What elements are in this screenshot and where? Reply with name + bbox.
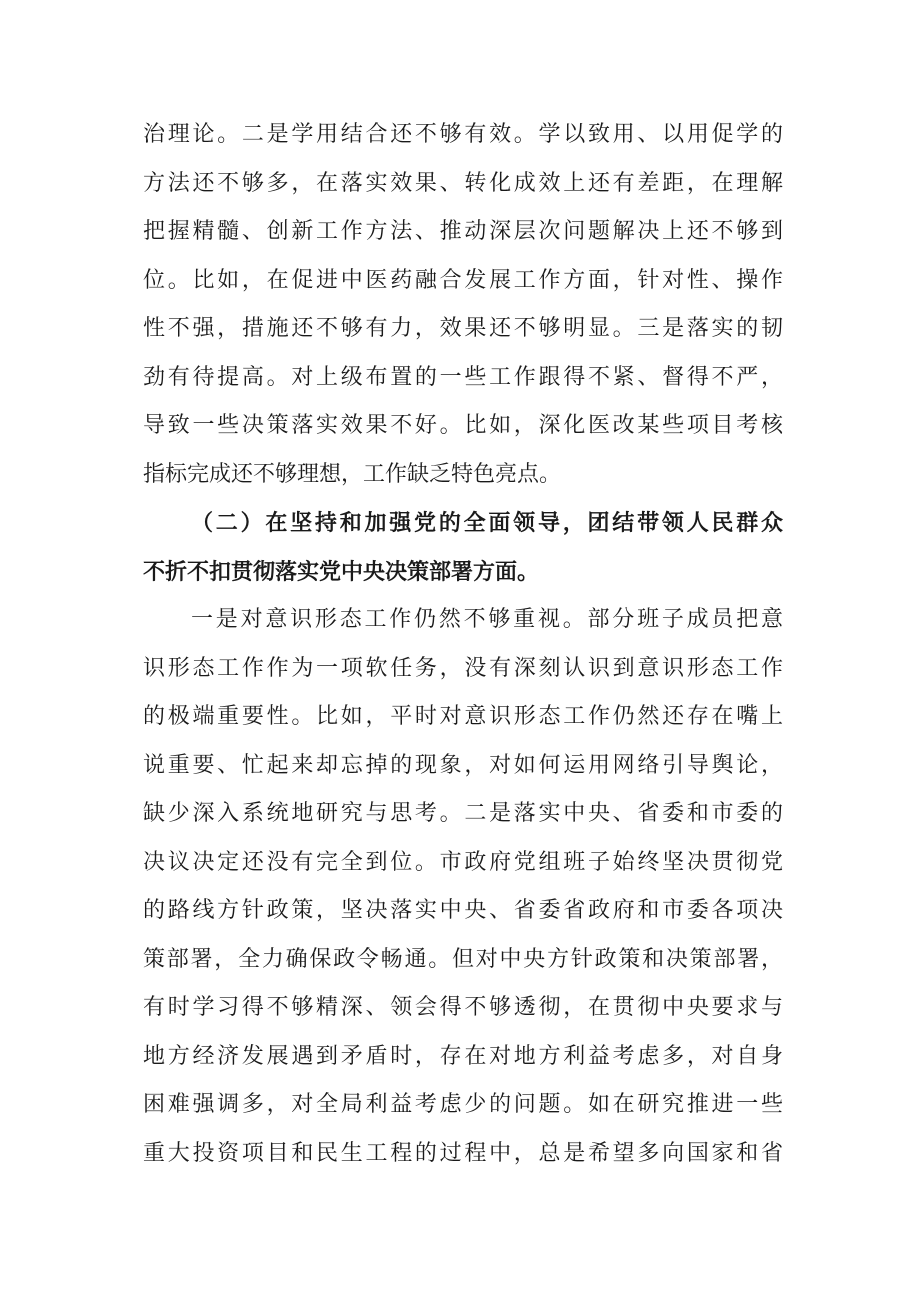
document-body — [143, 111, 783, 1178]
text-line: 的路线方针政策，坚决落实中央、省委省政府和市委各项决 — [143, 898, 783, 923]
text-line: 导致一些决策落实效果不好。比如，深化医改某些项目考核 — [143, 413, 783, 438]
text-line: 方法还不够多，在落实效果、转化成效上还有差距，在理解 — [143, 170, 783, 196]
text-line: 决议决定还没有完全到位。市政府党组班子始终坚决贯彻党 — [143, 849, 783, 875]
text-line: 位。比如，在促进中医药融合发展工作方面，针对性、操作 — [143, 267, 783, 293]
text-line: 缺少深入系统地研究与思考。二是落实中央、省委和市委的 — [143, 801, 783, 826]
text-line: 一是对意识形态工作仍然不够重视。部分班子成员把意 — [191, 607, 783, 632]
text-line: 把握精髓、创新工作方法、推动深层次问题解决上还不够到 — [143, 219, 783, 244]
heading-line: （二）在坚持和加强党的全面领导，团结带领人民群众 — [191, 510, 783, 536]
text-line: 有时学习得不够精深、领会得不够透彻，在贯彻中央要求与 — [143, 995, 783, 1020]
paragraph-continuation — [143, 111, 783, 499]
paragraph — [143, 596, 783, 1178]
text-line: 说重要、忙起来却忘掉的现象，对如何运用网络引导舆论， — [143, 752, 783, 778]
text-line: 重大投资项目和民生工程的过程中，总是希望多向国家和省 — [143, 1140, 783, 1166]
heading-line: 不折不扣贯彻落实党中央决策部署方面。 — [143, 558, 540, 585]
text-line: 指标完成还不够理想，工作缺乏特色亮点。 — [143, 461, 562, 487]
text-line: 治理论。二是学用结合还不够有效。学以致用、以用促学的 — [143, 122, 783, 147]
text-line: 性不强，措施还不够有力，效果还不够明显。三是落实的韧 — [143, 316, 783, 341]
text-line: 地方经济发展遇到矛盾时，存在对地方利益考虑多，对自身 — [143, 1043, 783, 1069]
text-line: 策部署，全力确保政令畅通。但对中央方针政策和决策部署， — [143, 946, 783, 972]
text-line: 的极端重要性。比如，平时对意识形态工作仍然还存在嘴上 — [143, 704, 783, 729]
text-line: 劲有待提高。对上级布置的一些工作跟得不紧、督得不严， — [143, 364, 783, 390]
text-line: 困难强调多，对全局利益考虑少的问题。如在研究推进一些 — [143, 1092, 783, 1117]
text-line: 识形态工作作为一项软任务，没有深刻认识到意识形态工作 — [143, 655, 783, 681]
section-heading — [143, 499, 783, 596]
